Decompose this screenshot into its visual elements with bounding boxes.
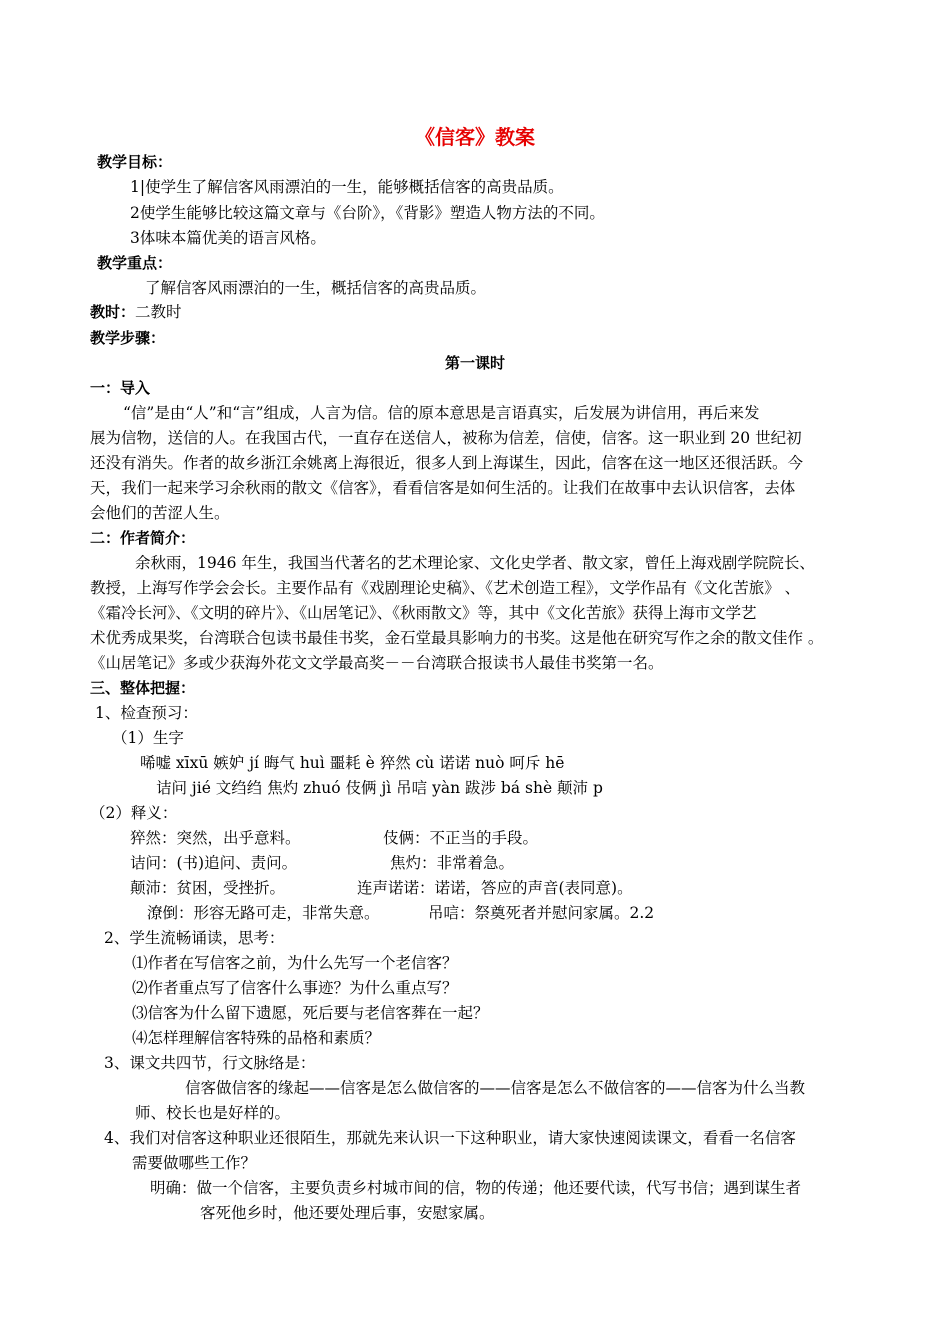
task-answer: 明确：做一个信客，主要负责乡村城市间的信，物的传递；他还要代读，代写书信；遇到谋生者 — [150, 1179, 802, 1197]
definition-term: 潦倒：形容无路可走，非常失意。 — [147, 904, 380, 922]
objective-item: 2使学生能够比较这篇文章与《台阶》，《背影》塑造人物方法的不同。 — [130, 204, 605, 222]
author-line: 术优秀成果奖，台湾联合包读书最佳书奖，金石堂最具影响力的书奖。这是他在研究写作之余的散文佳作 。 — [90, 629, 824, 647]
objectives-heading: 教学目标： — [97, 153, 173, 171]
definitions-label: （2）释义： — [90, 804, 178, 822]
reading-question: ⑵作者重点写了信客什么事迹？为什么重点写？ — [132, 979, 458, 997]
definition-term: 焦灼：非常着急。 — [390, 854, 515, 872]
class-hours-value: 二教时 — [135, 303, 182, 321]
overall-heading: 三、整体把握： — [90, 679, 196, 697]
task-line: 需要做哪些工作？ — [132, 1154, 257, 1172]
class-hours-label: 教时： — [90, 303, 136, 321]
chars-line: 唏嘘 xīxū 嫉妒 jí 晦气 huì 噩耗 è 猝然 cù 诺诺 nuò 呵斥 hē — [140, 754, 565, 772]
reading-question: ⑷怎样理解信客特殊的品格和素质？ — [132, 1029, 381, 1047]
definition-term: 猝然：突然，出乎意料。 — [130, 829, 301, 847]
author-line: 《山居笔记》多或少获海外花文文学最高奖－－台湾联合报读书人最佳书奖第一名。 — [90, 654, 664, 672]
reading-label: 2、学生流畅诵读，思考： — [104, 929, 285, 947]
task-answer: 客死他乡时，他还要处理后事，安慰家属。 — [200, 1204, 495, 1222]
chars-label: （1）生字 — [112, 729, 184, 747]
author-line: 教授，上海写作学会会长。主要作品有《戏剧理论史稿》、《艺术创造工程》，文学作品有《文化苦旅》 、 — [90, 579, 801, 597]
key-points-text: 了解信客风雨漂泊的一生，概括信客的高贵品质。 — [145, 279, 487, 297]
author-line: 余秋雨，1946 年生，我国当代著名的艺术理论家、文化史学者、散文家，曾任上海戏剧学院院长、 — [135, 554, 815, 572]
definition-term: 吊唁：祭奠死者并慰问家属。2.2 — [428, 904, 655, 922]
steps-heading: 教学步骤： — [90, 329, 166, 347]
task-line: 4、我们对信客这种职业还很陌生，那就先来认识一下这种职业，请大家快速阅读课文，看看一名信客 — [104, 1129, 796, 1147]
intro-line: 还没有消失。作者的故乡浙江余姚离上海很近，很多人到上海谋生，因此，信客在这一地区还很活跃。今 — [90, 454, 804, 472]
definition-term: 连声诺诺：诺诺，答应的声音(表同意)。 — [357, 879, 633, 897]
preview-label: 1、检查预习： — [95, 704, 198, 722]
structure-line: 师、校长也是好样的。 — [135, 1104, 291, 1122]
reading-question: ⑴作者在写信客之前，为什么先写一个老信客？ — [132, 954, 458, 972]
page-title: 《信客》教案 — [415, 125, 535, 149]
objective-item: 1|使学生了解信客风雨漂泊的一生，能够概括信客的高贵品质。 — [130, 178, 564, 196]
chars-line: 诘问 jié 文绉绉 焦灼 zhuó 伎俩 jì 吊唁 yàn 跋涉 bá shè 颠沛 p — [156, 779, 603, 797]
intro-heading: 一：导入 — [90, 379, 151, 397]
objective-item: 3体味本篇优美的语言风格。 — [130, 229, 326, 247]
definition-term: 伎俩：不正当的手段。 — [383, 829, 539, 847]
structure-line: 信客做信客的缘起——信客是怎么做信客的——信客是怎么不做信客的——信客为什么当教 — [185, 1079, 806, 1097]
intro-line: 会他们的苦涩人生。 — [90, 504, 230, 522]
key-points-heading: 教学重点： — [97, 254, 173, 272]
author-line: 《霜冷长河》、《文明的碎片》、《山居笔记》、《秋雨散文》等，其中《文化苦旅》获得上海市文学艺 — [90, 604, 757, 622]
intro-line: “信”是由“人”和“言”组成，人言为信。信的原本意思是言语真实，后发展为讲信用，再后来发 — [123, 404, 760, 422]
structure-label: 3、课文共四节，行文脉络是： — [104, 1054, 316, 1072]
lesson-heading: 第一课时 — [444, 354, 505, 372]
definition-term: 颠沛：贫困，受挫折。 — [130, 879, 286, 897]
author-heading: 二：作者简介： — [90, 529, 196, 547]
intro-line: 展为信物，送信的人。在我国古代，一直存在送信人，被称为信差，信使，信客。这一职业到 20 世纪初 — [90, 429, 802, 447]
intro-line: 天，我们一起来学习余秋雨的散文《信客》，看看信客是如何生活的。让我们在故事中去认识信客，去体 — [90, 479, 796, 497]
definition-term: 诘问：(书)追问、责问。 — [130, 854, 298, 872]
reading-question: ⑶信客为什么留下遗愿，死后要与老信客葬在一起？ — [132, 1004, 489, 1022]
